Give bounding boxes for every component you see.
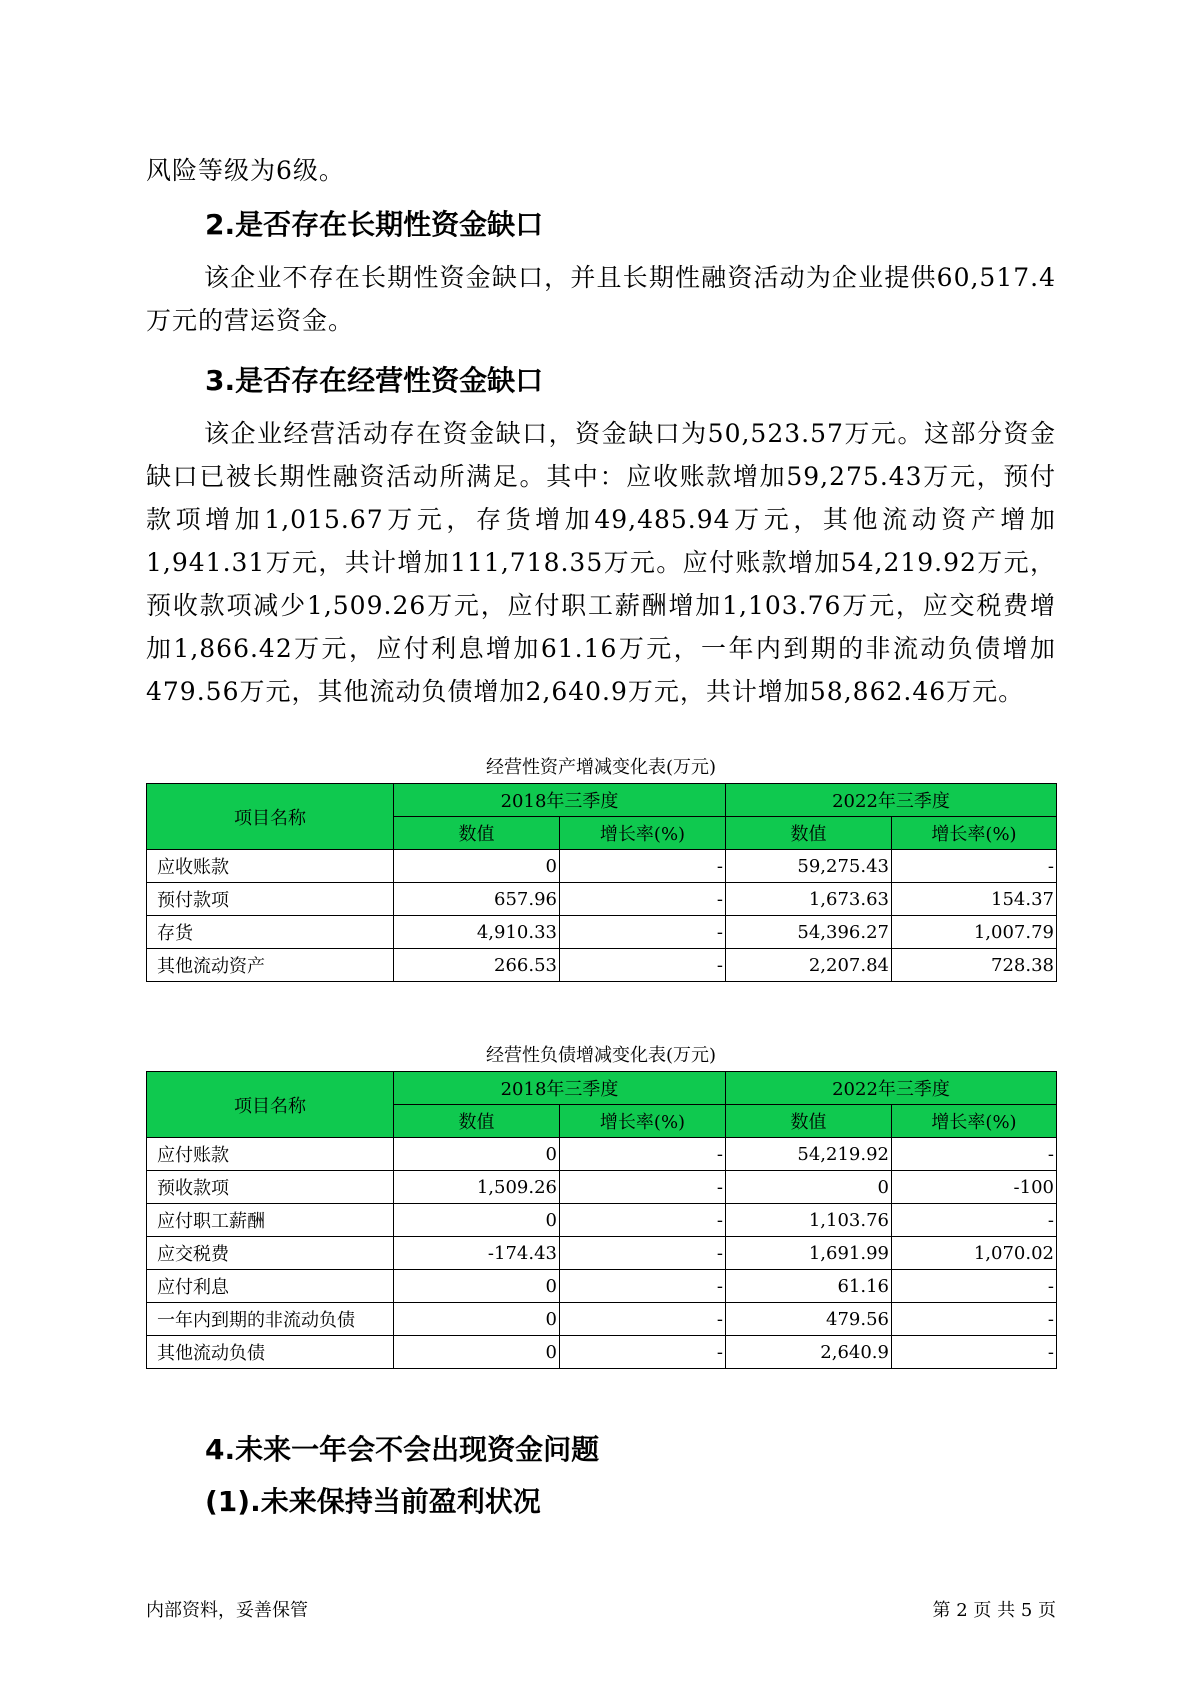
value-2018: 0 — [394, 1270, 560, 1303]
row-name: 预收款项 — [147, 1171, 394, 1204]
growth-2022: - — [892, 1303, 1057, 1336]
header-value: 数值 — [726, 1105, 892, 1138]
growth-2022: 1,007.79 — [892, 916, 1057, 949]
heading-operating-gap: 3.是否存在经营性资金缺口 — [205, 364, 544, 397]
table-row — [147, 1336, 1057, 1369]
growth-2022: - — [892, 850, 1057, 883]
growth-2018: - — [560, 949, 726, 982]
heading-current-profit: (1).未来保持当前盈利状况 — [205, 1485, 541, 1518]
value-2018: 0 — [394, 1303, 560, 1336]
liabilities-table — [146, 1071, 1057, 1369]
value-2018: 4,910.33 — [394, 916, 560, 949]
growth-2018: - — [560, 1270, 726, 1303]
header-period-2022: 2022年三季度 — [726, 1072, 1057, 1105]
value-2018: 0 — [394, 850, 560, 883]
table-row — [147, 1138, 1057, 1171]
growth-2022: 1,070.02 — [892, 1237, 1057, 1270]
table-row — [147, 850, 1057, 883]
header-growth: 增长率(%) — [560, 817, 726, 850]
header-growth: 增长率(%) — [892, 1105, 1057, 1138]
risk-level-text: 风险等级为6级。 — [146, 156, 345, 185]
header-growth: 增长率(%) — [560, 1105, 726, 1138]
liabilities-table-caption: 经营性负债增减变化表(万元) — [485, 1045, 717, 1066]
footer-page-number: 第 2 页 共 5 页 — [932, 1600, 1056, 1621]
long-term-gap-paragraph: 该企业不存在长期性资金缺口，并且长期性融资活动为企业提供60,517.4万元的营运资金。 — [146, 263, 1056, 335]
value-2022: 54,219.92 — [726, 1138, 892, 1171]
footer-confidential-note: 内部资料，妥善保管 — [146, 1600, 308, 1621]
growth-2018: - — [560, 1303, 726, 1336]
value-2022: 0 — [726, 1171, 892, 1204]
header-item-name: 项目名称 — [147, 1072, 394, 1138]
growth-2018: - — [560, 1138, 726, 1171]
header-growth: 增长率(%) — [892, 817, 1057, 850]
heading-long-term-gap: 2.是否存在长期性资金缺口 — [205, 208, 544, 241]
row-name: 预付款项 — [147, 883, 394, 916]
heading-future-funding: 4.未来一年会不会出现资金问题 — [205, 1433, 600, 1466]
value-2022: 2,207.84 — [726, 949, 892, 982]
growth-2022: - — [892, 1204, 1057, 1237]
value-2018: 0 — [394, 1204, 560, 1237]
value-2022: 1,691.99 — [726, 1237, 892, 1270]
growth-2018: - — [560, 916, 726, 949]
value-2022: 1,103.76 — [726, 1204, 892, 1237]
table-row — [147, 883, 1057, 916]
row-name: 应交税费 — [147, 1237, 394, 1270]
value-2022: 54,396.27 — [726, 916, 892, 949]
value-2022: 59,275.43 — [726, 850, 892, 883]
operating-gap-paragraph: 该企业经营活动存在资金缺口，资金缺口为50,523.57万元。这部分资金缺口已被长期性融资活动所满足。其中：应收账款增加59,275.43万元，预付款项增加1,015.67万元，存货增加49,485.94万元，其他流动资产增加1,941.31万元，共计增加111,718.35万元。应付账款增加54,219.92万元，预收款项减少1,509.26万元，应付职工薪酬增加1,103.76万元，应交税费增加1,866.42万元，应付利息增加61.16万元，一年内到期的非流动负债增加479.56万元，其他流动负债增加2,640.9万元，共计增加58,862.46万元。 — [146, 419, 1056, 706]
header-period-2018: 2018年三季度 — [394, 1072, 726, 1105]
growth-2022: - — [892, 1138, 1057, 1171]
table-row — [147, 949, 1057, 982]
row-name: 其他流动资产 — [147, 949, 394, 982]
value-2018: 0 — [394, 1138, 560, 1171]
table-row — [147, 1237, 1057, 1270]
growth-2018: - — [560, 1237, 726, 1270]
value-2018: 266.53 — [394, 949, 560, 982]
header-period-2022: 2022年三季度 — [726, 784, 1057, 817]
row-name: 一年内到期的非流动负债 — [147, 1303, 394, 1336]
header-value: 数值 — [726, 817, 892, 850]
table-row — [147, 1303, 1057, 1336]
table-row — [147, 1171, 1057, 1204]
value-2022: 61.16 — [726, 1270, 892, 1303]
growth-2022: 154.37 — [892, 883, 1057, 916]
table-row — [147, 1270, 1057, 1303]
value-2018: 657.96 — [394, 883, 560, 916]
header-item-name: 项目名称 — [147, 784, 394, 850]
row-name: 存货 — [147, 916, 394, 949]
header-value: 数值 — [394, 1105, 560, 1138]
assets-table-caption: 经营性资产增减变化表(万元) — [485, 757, 717, 778]
growth-2022: - — [892, 1336, 1057, 1369]
row-name: 应付职工薪酬 — [147, 1204, 394, 1237]
growth-2018: - — [560, 1336, 726, 1369]
assets-table — [146, 783, 1057, 982]
growth-2018: - — [560, 883, 726, 916]
header-value: 数值 — [394, 817, 560, 850]
table-row — [147, 1204, 1057, 1237]
value-2018: 1,509.26 — [394, 1171, 560, 1204]
value-2018: 0 — [394, 1336, 560, 1369]
row-name: 应付账款 — [147, 1138, 394, 1171]
table-row — [147, 916, 1057, 949]
row-name: 应收账款 — [147, 850, 394, 883]
header-period-2018: 2018年三季度 — [394, 784, 726, 817]
growth-2018: - — [560, 850, 726, 883]
growth-2018: - — [560, 1171, 726, 1204]
growth-2018: - — [560, 1204, 726, 1237]
growth-2022: - — [892, 1270, 1057, 1303]
row-name: 其他流动负债 — [147, 1336, 394, 1369]
row-name: 应付利息 — [147, 1270, 394, 1303]
growth-2022: 728.38 — [892, 949, 1057, 982]
value-2018: -174.43 — [394, 1237, 560, 1270]
growth-2022: -100 — [892, 1171, 1057, 1204]
value-2022: 479.56 — [726, 1303, 892, 1336]
value-2022: 1,673.63 — [726, 883, 892, 916]
value-2022: 2,640.9 — [726, 1336, 892, 1369]
